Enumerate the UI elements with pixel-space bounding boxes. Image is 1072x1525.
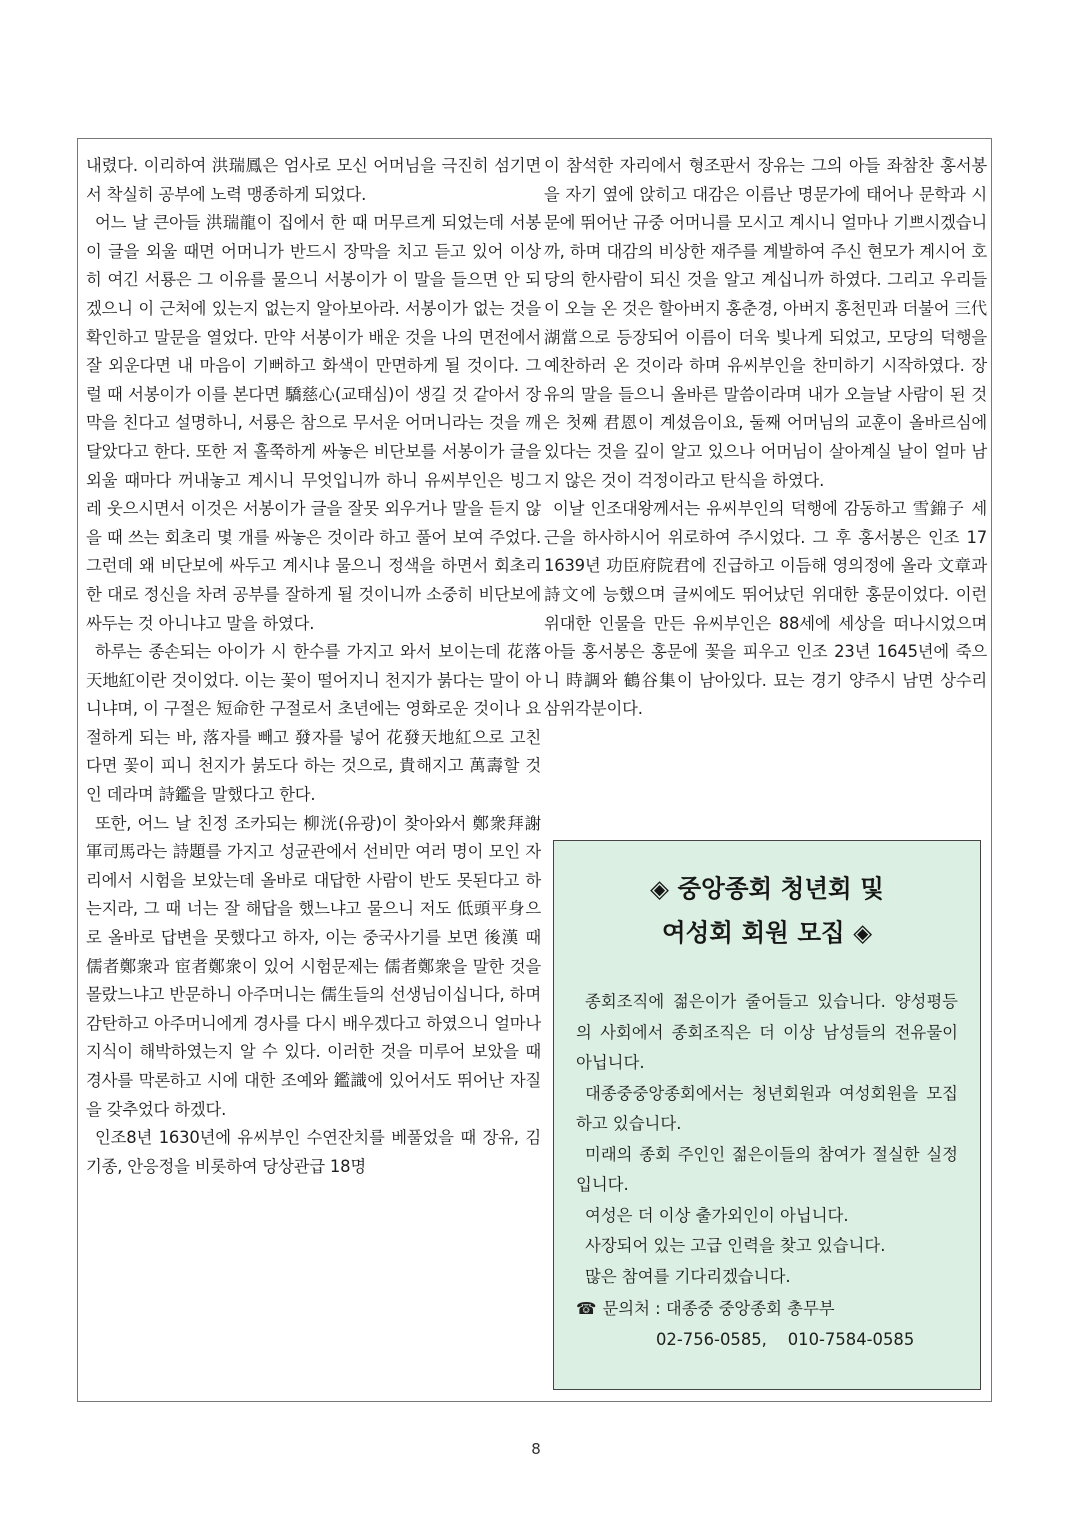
left-paragraph-2: 어느 날 큰아들 洪瑞龍이 집에서 한 때 머무르게 되었는데 서봉이 글을 외울 때면 어머니가 반드시 장막을 치고 듣고 있어 이상히 여긴 서룡은 그 이유를 물으니 서봉이가 이 말을 들으면 안 되겠으니 이 근처에 있는지 없는지 알아보아라. 서봉이가 없는 것을 확인하고 말문을 열었다. 만약 서봉이가 배운 것을 나의 면전에서 잘 외운다면 내 마음이 기뻐하고 화색이 만면하게 될 것이다. 그럴 때 서봉이가 이를 본다면 驕慈心(교태심)이 생길 것 같아서 장막을 친다고 설명하니, 서룡은 참으로 무서운 어머니라는 것을 깨달았다고 한다. 또한 저 홀쭉하게 싸놓은 비단보를 서봉이가 글을 외울 때마다 꺼내놓고 계시니 무엇입니까 하니 유씨부인은 빙그레 웃으시면서 이것은 서봉이가 글을 잘못 외우거나 말을 듣지 않을 때 쓰는 회초리 몇 개를 싸놓은 것이라 하고 풀어 보여 주었다. 그런데 왜 비단보에 싸두고 계시냐 물으니 정색을 하면서 회초리 한 대로 정신을 차려 공부를 잘하게 될 것이니까 소중히 비단보에 싸두는 것 아니냐고 말을 하였다. — [86, 213, 541, 633]
recruitment-title — [576, 867, 958, 955]
recruitment-box — [553, 840, 981, 1390]
recruitment-title-line1: ◈ 중앙종회 청년회 및 — [650, 874, 884, 903]
contact-info — [576, 1294, 958, 1355]
recruitment-paragraph-2: 대종중중앙종회에서는 청년회원과 여성회원을 모집하고 있습니다. — [576, 1083, 958, 1133]
right-paragraph-2: 이날 인조대왕께서는 유씨부인의 덕행에 감동하고 雪錦子 세근을 하사하시어 위로하여 주시었다. 그 후 홍서봉은 인조 17 1639년 功臣府院君에 진급하고 이듬해 영의정에 올라 文章과 詩文에 능했으며 글씨에도 뛰어났던 위대한 홍문이었다. 이런 위대한 인물을 만든 유씨부인은 88세에 세상을 떠나시었으며 아들 홍서봉은 홍문에 꽃을 피우고 인조 23년 1645년에 죽으니 時調와 鶴谷集이 남아있다. 묘는 경기 양주시 남면 상수리 삼위각분이다. — [544, 499, 987, 719]
right-column — [544, 152, 987, 724]
left-paragraph-3: 하루는 종손되는 아이가 시 한수를 가지고 와서 보이는데 花落天地紅이란 것이었다. 이는 꽃이 떨어지니 천지가 붉다는 말이 아니냐며, 이 구절은 短命한 구절로서 초년에는 영화로운 것이나 요절하게 되는 바, 落자를 빼고 發자를 넣어 花發天地紅으로 고친다면 꽃이 피니 천지가 붉도다 하는 것으로, 貴해지고 萬壽할 것인 데라며 詩鑑을 말했다고 한다. — [86, 642, 541, 805]
recruitment-paragraph-3: 미래의 종회 주인인 젊은이들의 참여가 절실한 실정입니다. — [576, 1144, 958, 1194]
left-paragraph-1: 내렸다. 이리하여 洪瑞鳳은 엄사로 모신 어머님을 극진히 섬기면서 착실히 공부에 노력 맹종하게 되었다. — [86, 156, 541, 204]
recruitment-title-line2: 여성회 회원 모집 ◈ — [661, 918, 873, 947]
recruitment-paragraph-6: 많은 참여를 기다리겠습니다. — [585, 1266, 791, 1286]
contact-line — [576, 1294, 958, 1325]
recruitment-body — [576, 987, 958, 1292]
page-number: 8 — [531, 1440, 541, 1458]
left-column — [86, 152, 541, 1181]
left-paragraph-4: 또한, 어느 날 친정 조카되는 柳洸(유광)이 찾아와서 鄭衆拜謝軍司馬라는 詩題를 가지고 성균관에서 선비만 여러 명이 모인 자리에서 시험을 보았는데 올바로 대답한 사람이 반도 못된다고 하는지라, 그 때 너는 잘 해답을 했느냐고 물으니 저도 低頭平身으로 올바로 답변을 못했다고 하자, 이는 중국사기를 보면 後漢 때 儒者鄭衆과 宦者鄭衆이 있어 시험문제는 儒者鄭衆을 말한 것을 몰랐느냐고 반문하니 아주머니는 儒生들의 선생님이십니다, 하며 감탄하고 아주머니에게 경사를 다시 배우겠다고 하였으니 얼마나 지식이 해박하였는지 알 수 있다. 이러한 것을 미루어 보았을 때 경사를 막론하고 시에 대한 조예와 鑑識에 있어서도 뛰어난 자질을 갖추었다 하겠다. — [86, 813, 541, 1119]
recruitment-paragraph-1: 종회조직에 젊은이가 줄어들고 있습니다. 양성평등의 사회에서 종회조직은 더 이상 남성들의 전유물이 아닙니다. — [576, 992, 958, 1072]
contact-label: 문의처 : 대종중 중앙종회 총무부 — [602, 1299, 835, 1318]
recruitment-paragraph-4: 여성은 더 이상 출가외인이 아닙니다. — [585, 1205, 849, 1225]
telephone-icon: ☎ — [576, 1299, 597, 1318]
right-paragraph-1: 이 참석한 자리에서 형조판서 장유는 그의 아들 좌참찬 홍서봉을 자기 옆에 앉히고 대감은 이름난 명문가에 태어나 문학과 시문에 뛰어난 규중 어머니를 모시고 계시니 얼마나 기쁘시겠습니까, 하며 대감의 비상한 재주를 계발하여 주신 현모가 계시어 호당의 한사람이 되신 것을 알고 계십니까 하였다. 그리고 우리들이 오늘 온 것은 할아버지 홍춘경, 아버지 홍천민과 더불어 三代湖當으로 등장되어 이름이 더욱 빛나게 되었고, 모당의 덕행을 예찬하러 온 것이라 하며 유씨부인을 찬미하기 시작하였다. 장유의 말을 들으니 올바른 말씀이라며 내가 오늘날 사람이 된 것은 첫째 君恩이 계셨음이요, 둘째 어머님의 교훈이 올바르심에 있다는 것을 깊이 알고 있으나 어머님이 살아계실 날이 얼마 남지 않은 것이 걱정이라고 탄식을 하였다. — [544, 156, 987, 490]
recruitment-paragraph-5: 사장되어 있는 고급 인력을 찾고 있습니다. — [585, 1236, 886, 1255]
left-paragraph-5: 인조8년 1630년에 유씨부인 수연잔치를 베풀었을 때 장유, 김기종, 안응정을 비롯하여 당상관급 18명 — [86, 1128, 541, 1176]
phone-numbers: 02-756-0585, 010-7584-0585 — [656, 1329, 915, 1349]
